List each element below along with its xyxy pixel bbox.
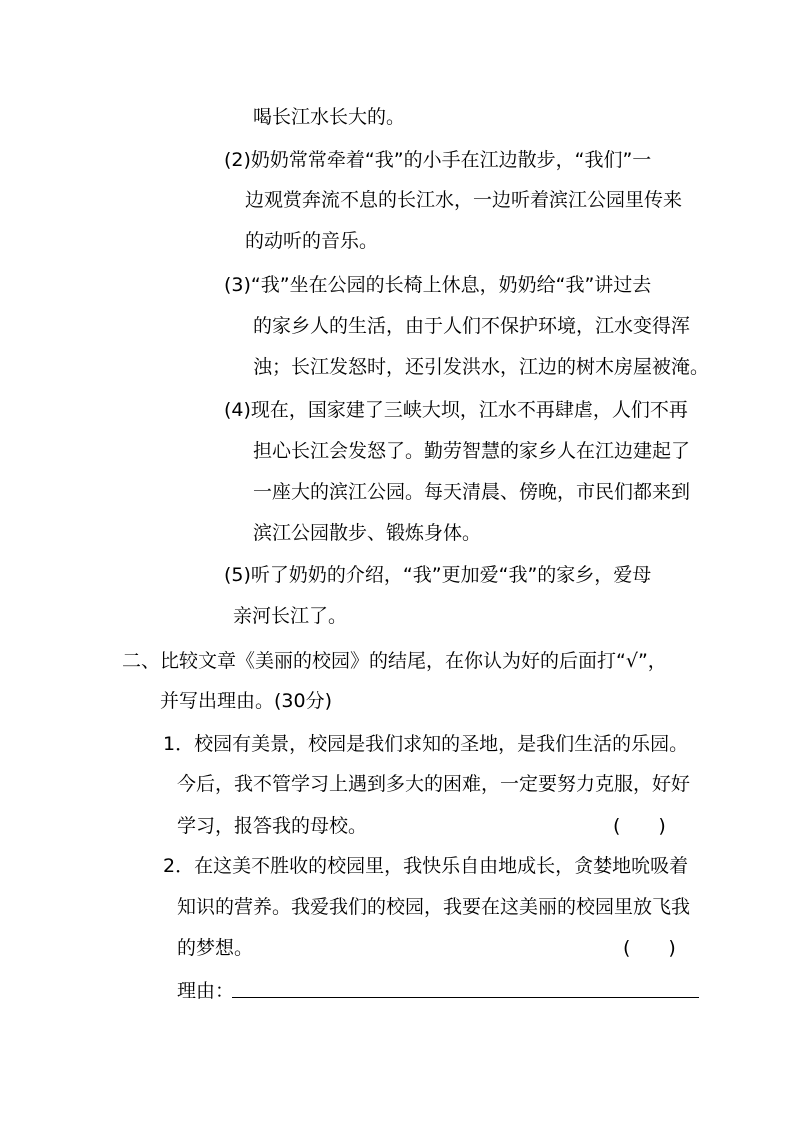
reason-answer-line[interactable] <box>232 997 699 998</box>
passage-line: (4)现在，国家建了三峡大坝，江水不再肆虐，人们不再 <box>224 399 688 421</box>
passage-line: (3)“我”坐在公园的长椅上休息，奶奶给“我”讲过去 <box>224 274 652 296</box>
option-2-line: 知识的营养。我爱我们的校园，我要在这美丽的校园里放飞我 <box>177 896 691 918</box>
section-2-title-cont: 并写出理由。(30分) <box>160 690 333 712</box>
option-1-answer-box[interactable]: ( ) <box>613 815 666 837</box>
passage-line: 一座大的滨江公园。每天清晨、傍晚，市民们都来到 <box>253 481 691 503</box>
passage-line: 亲河长江了。 <box>233 605 348 627</box>
option-2-line: 的梦想。 <box>177 937 254 959</box>
passage-line: (2)奶奶常常牵着“我”的小手在江边散步，“我们”一 <box>224 149 652 171</box>
option-2-line: 2．在这美不胜收的校园里，我快乐自由地成长，贪婪地吮吸着 <box>163 855 689 877</box>
section-2-title: 二、比较文章《美丽的校园》的结尾，在你认为好的后面打“√”， <box>122 650 667 672</box>
option-1-line: 今后，我不管学习上遇到多大的困难，一定要努力克服，好好 <box>177 773 691 795</box>
option-2-answer-box[interactable]: ( ) <box>623 937 676 959</box>
reason-label: 理由： <box>177 980 235 1002</box>
passage-line: 浊；长江发怒时，还引发洪水，江边的树木房屋被淹。 <box>253 356 710 378</box>
passage-line: 边观赏奔流不息的长江水，一边听着滨江公园里传来 <box>245 189 683 211</box>
option-1-line: 学习，报答我的母校。 <box>177 815 368 837</box>
option-1-line: 1．校园有美景，校园是我们求知的圣地，是我们生活的乐园。 <box>163 733 689 755</box>
passage-line: 的动听的音乐。 <box>245 230 379 252</box>
passage-line: (5)听了奶奶的介绍，“我”更加爱“我”的家乡，爱母 <box>224 564 652 586</box>
passage-line: 滨江公园散步、锻炼身体。 <box>253 522 482 544</box>
passage-line: 的家乡人的生活，由于人们不保护环境，江水变得浑 <box>253 315 691 337</box>
passage-line: 担心长江会发怒了。勤劳智慧的家乡人在江边建起了 <box>253 440 691 462</box>
passage-line: 喝长江水长大的。 <box>253 106 406 128</box>
